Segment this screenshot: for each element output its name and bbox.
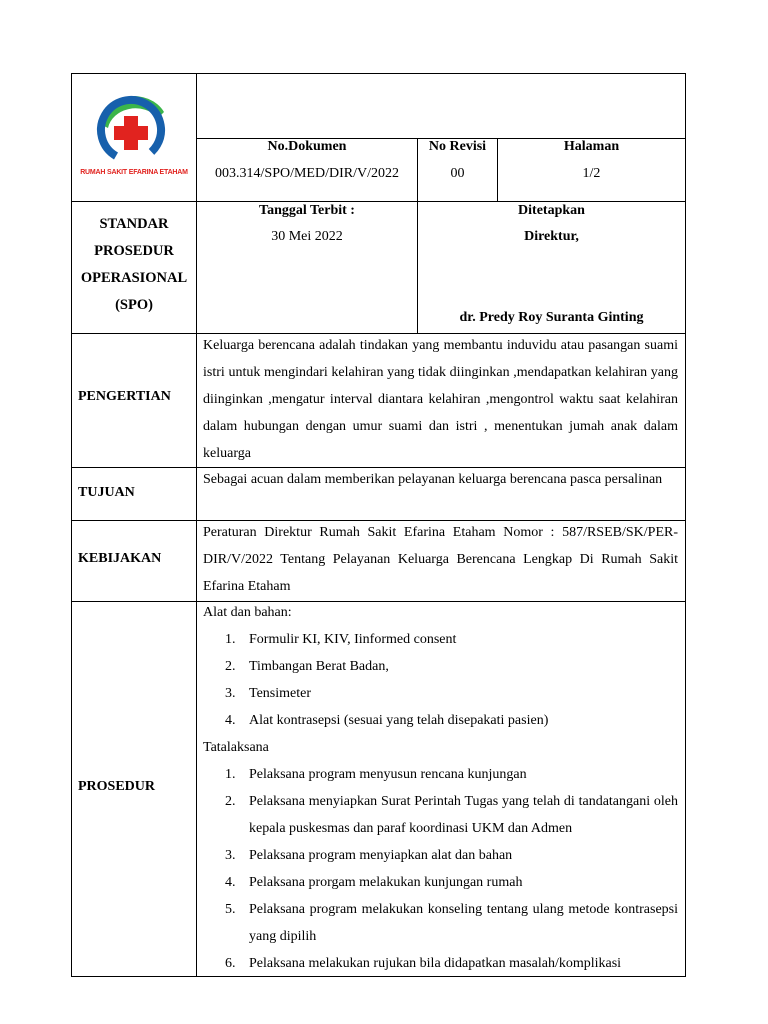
no-dokumen-label: No.Dokumen <box>267 139 347 154</box>
spo-title-line: STANDAR <box>99 216 169 232</box>
alat-list <box>203 626 678 734</box>
list-item: 2. Timbangan Berat Badan, <box>225 659 389 674</box>
list-item: 2. Pelaksana menyiapkan Surat Perintah Tugas yang telah di tandatangani oleh kepala puskesmas dan paraf koordinasi UKM dan Admen <box>225 794 678 836</box>
spo-title-line: PROSEDUR <box>94 243 174 259</box>
halaman-value: 1/2 <box>582 166 601 181</box>
tanggal-terbit-value: 30 Mei 2022 <box>271 229 343 244</box>
halaman-label: Halaman <box>563 139 620 154</box>
prosedur-content <box>203 599 678 977</box>
spo-title <box>72 211 196 319</box>
tujuan-text: Sebagai acuan dalam memberikan pelayanan keluarga berencana pasca persalinan <box>203 472 663 487</box>
tanggal-terbit-label: Tanggal Terbit : <box>259 203 355 218</box>
kebijakan-text: Peraturan Direktur Rumah Sakit Efarina Etaham Nomor : 587/RSEB/SK/PER-DIR/V/2022 Tentang Pelayanan Keluarga Berencana Lengkap Di Rumah Sakit Efarina Etaham <box>203 525 678 594</box>
alat-heading: Alat dan bahan: <box>203 605 292 620</box>
list-item: 1. Pelaksana program menyusun rencana kunjungan <box>225 767 527 782</box>
list-item: 1. Formulir KI, KIV, Iinformed consent <box>225 632 457 647</box>
tujuan-label: TUJUAN <box>78 485 135 500</box>
spo-title-line: OPERASIONAL <box>80 270 188 286</box>
list-item: 5. Pelaksana program melakukan konseling tentang ulang metode kontrasepsi yang dipilih <box>225 902 678 944</box>
list-item: 6. Pelaksana melakukan rujukan bila didapatkan masalah/komplikasi <box>225 956 622 971</box>
direktur-name: dr. Predy Roy Suranta Ginting <box>459 310 644 325</box>
direktur-label: Direktur, <box>524 229 579 244</box>
hospital-logo <box>74 92 194 184</box>
no-dokumen-value: 003.314/SPO/MED/DIR/V/2022 <box>215 166 399 181</box>
hospital-logo-icon <box>74 92 194 164</box>
no-revisi-value: 00 <box>450 166 465 181</box>
no-revisi-label: No Revisi <box>428 139 487 154</box>
kebijakan-label: KEBIJAKAN <box>78 551 162 566</box>
list-item: 3. Tensimeter <box>225 686 311 701</box>
logo-caption: RUMAH SAKIT EFARINA ETAHAM <box>80 169 188 176</box>
pengertian-label: PENGERTIAN <box>78 389 171 404</box>
spo-title-line: (SPO) <box>115 297 153 313</box>
prosedur-label: PROSEDUR <box>78 779 156 794</box>
list-item: 4. Pelaksana prorgam melakukan kunjungan rumah <box>225 875 523 890</box>
list-item: 4. Alat kontrasepsi (sesuai yang telah disepakati pasien) <box>225 713 549 728</box>
tata-list <box>203 761 678 977</box>
ditetapkan-label: Ditetapkan <box>518 203 585 218</box>
tata-heading: Tatalaksana <box>203 740 269 755</box>
pengertian-text: Keluarga berencana adalah tindakan yang membantu induvidu atau pasangan suami istri untuk mengindari kelahiran yang tidak diinginkan ,mendapatkan kelahiran yang diinginkan ,mengatur interval diantara kelahiran ,mengontrol waktu saat kelahiran dalam hubungan dengan umur suami dan istri , menentukan jumah anak dalam keluarga <box>203 338 678 461</box>
list-item: 3. Pelaksana program menyiapkan alat dan bahan <box>225 848 513 863</box>
